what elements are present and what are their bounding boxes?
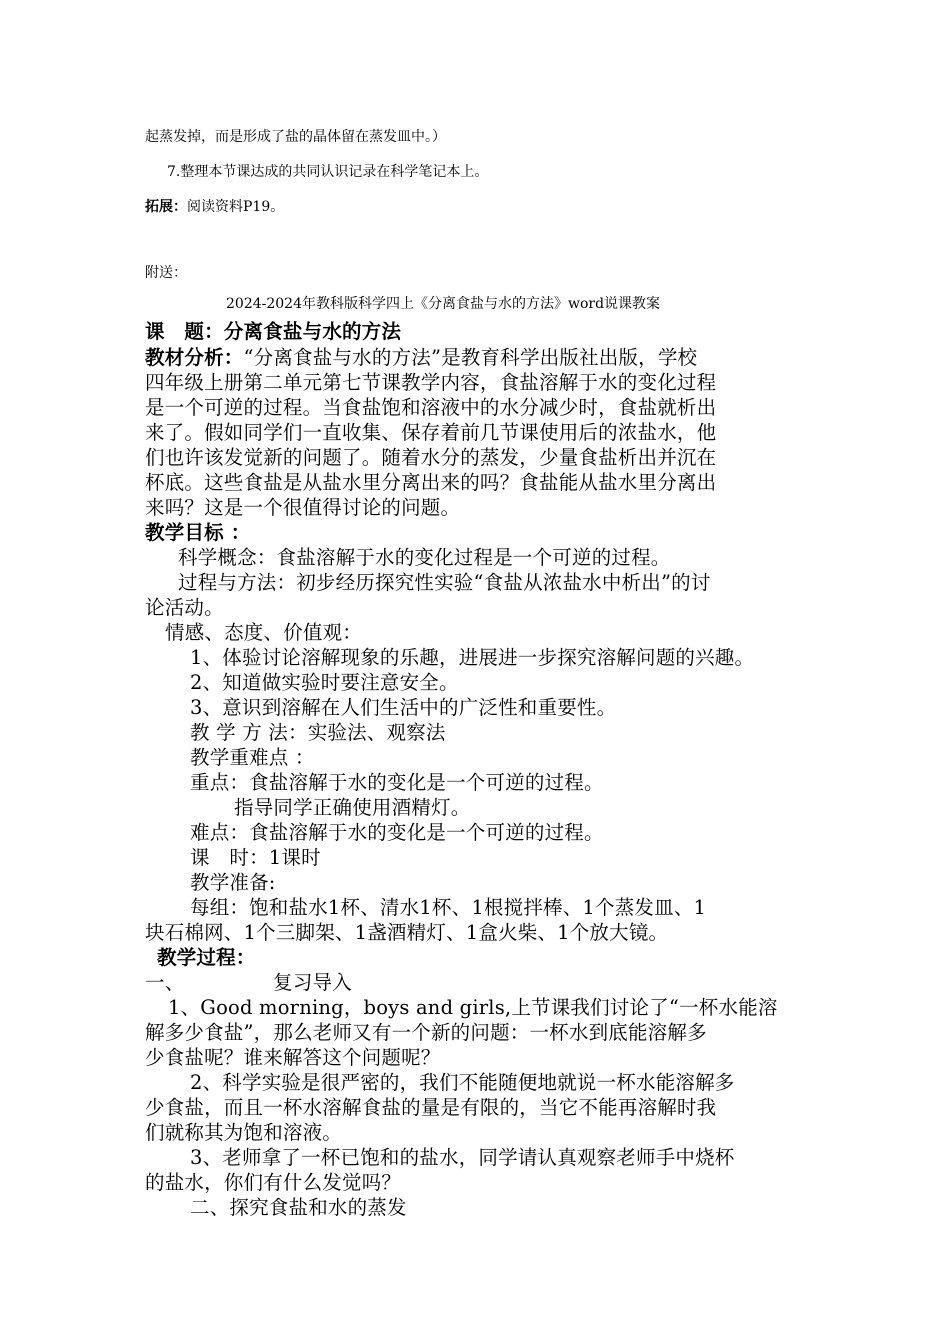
goals-line: 每组：饱和盐水1杯、清水1杯、1根搅拌棒、1个蒸发皿、1 <box>190 896 707 919</box>
analysis-line: 来吗？这是一个很值得讨论的问题。 <box>145 496 461 519</box>
goals-line: 难点：食盐溶解于水的变化是一个可逆的过程。 <box>190 821 604 844</box>
topic-line <box>145 316 401 344</box>
analysis-line: 杯底。这些食盐是从盐水里分离出来的吗？食盐能从盐水里分离出 <box>145 471 717 494</box>
analysis-line: 们也许该发觉新的问题了。随着水分的蒸发，少量食盐析出并沉在 <box>145 446 717 469</box>
goals-line: 科学概念：食盐溶解于水的变化过程是一个可逆的过程。 <box>178 546 671 569</box>
process-line: 们就称其为饱和溶液。 <box>145 1121 343 1144</box>
document-title: 2024-2024年教科版科学四上《分离食盐与水的方法》word说课教案 <box>226 296 661 312</box>
process-line: 少食盐呢？谁来解答这个问题呢？ <box>145 1046 441 1069</box>
goals-line: 1、体验讨论溶解现象的乐趣，进展进一步探究溶解问题的兴趣。 <box>190 646 755 669</box>
topic-label: 课 题： <box>145 320 224 343</box>
analysis-text: “分离食盐与水的方法”是教育科学出版社出版，学校 <box>243 346 698 369</box>
analysis-line: 是一个可逆的过程。当食盐饱和溶液中的水分减少时，食盐就析出 <box>145 396 717 419</box>
analysis-line <box>145 342 697 370</box>
process-line: 的盐水，你们有什么发觉吗？ <box>145 1171 402 1194</box>
goals-line: 课 时：1课时 <box>190 846 321 869</box>
goals-line: 教学准备: <box>190 871 276 894</box>
process-line: 3、老师拿了一杯已饱和的盐水，同学请认真观察老师手中烧杯 <box>190 1146 735 1169</box>
extend-line <box>145 196 284 216</box>
goals-line: 教学重难点 ： <box>190 746 315 769</box>
analysis-label: 教材分析： <box>145 346 244 369</box>
goals-line: 指导同学正确使用酒精灯。 <box>234 796 471 819</box>
process-line: 2、科学实验是很严密的，我们不能随便地就说一杯水能溶解多 <box>190 1071 735 1094</box>
topic-text: 分离食盐与水的方法 <box>223 320 402 343</box>
analysis-line: 来了。假如同学们一直收集、保存着前几节课使用后的浓盐水，他 <box>145 421 717 444</box>
text-line: 起蒸发掉，而是形成了盐的晶体留在蒸发皿中。） <box>145 129 446 145</box>
goals-line: 过程与方法：初步经历探究性实验“食盐从浓盐水中析出”的讨 <box>178 571 711 594</box>
process-line: 解多少食盐”，那么老师又有一个新的问题：一杯水到底能溶解多 <box>145 1021 707 1044</box>
goals-line: 情感、态度、价值观： <box>165 621 363 644</box>
extend-text: 阅读资料P19。 <box>187 199 285 215</box>
process-line: 1、Good morning，boys and girls,上节课我们讨论了“一杯水能溶 <box>168 996 778 1019</box>
process-line: 少食盐，而且一杯水溶解食盐的量是有限的，当它不能再溶解时我 <box>145 1096 717 1119</box>
goals-line: 论活动。 <box>145 596 224 619</box>
attach-label: 附送： <box>145 265 187 281</box>
process-label: 教学过程： <box>157 946 256 969</box>
goals-line: 重点：食盐溶解于水的变化是一个可逆的过程。 <box>190 771 604 794</box>
goals-label: 教学目标 ： <box>145 521 251 544</box>
extend-label: 拓展： <box>145 199 187 215</box>
process-line: 一、 复习导入 <box>145 971 352 994</box>
goals-line: 3、意识到溶解在人们生活中的广泛性和重要性。 <box>190 696 617 719</box>
process-line: 二、探究食盐和水的蒸发 <box>190 1196 407 1219</box>
goals-line: 教 学 方 法：实验法、观察法 <box>190 721 446 744</box>
goals-line: 块石棉网、1个三脚架、1盏酒精灯、1盒火柴、1个放大镜。 <box>145 921 669 944</box>
goals-line: 2、知道做实验时要注意安全。 <box>190 671 459 694</box>
analysis-line: 四年级上册第二单元第七节课教学内容，食盐溶解于水的变化过程 <box>145 371 717 394</box>
text-line: 7.整理本节课达成的共同认识记录在科学笔记本上。 <box>167 164 489 180</box>
